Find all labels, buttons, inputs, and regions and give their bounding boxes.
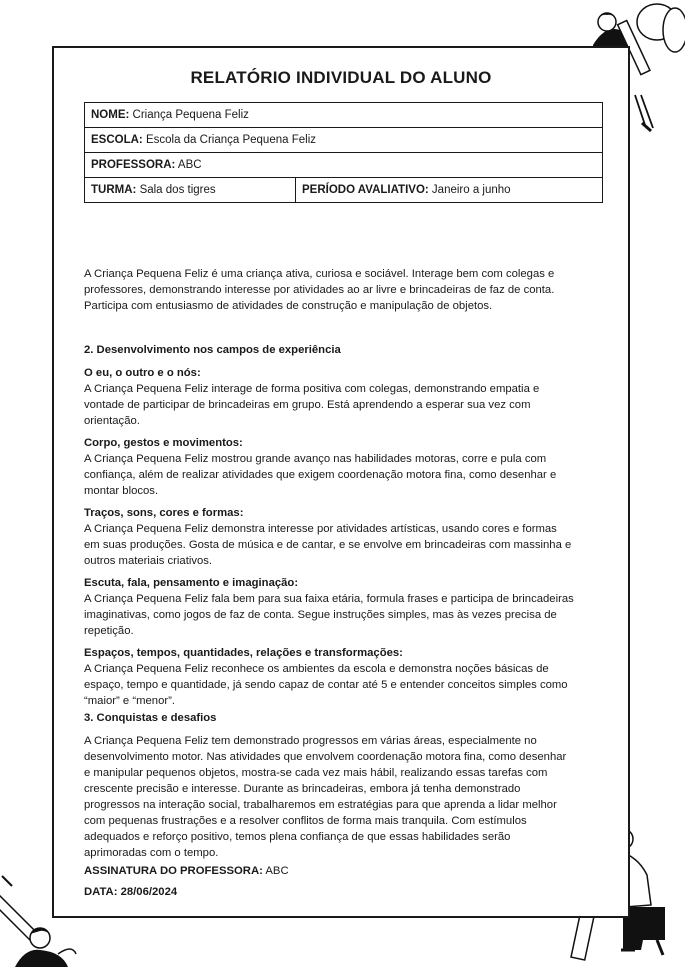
school-value: Escola da Criança Pequena Feliz — [145, 134, 316, 146]
name-row — [85, 103, 603, 128]
field-text: A Criança Pequena Feliz reconhece os ambientes da escola e demonstra noções básicas de espaço, tempo e quantidade, já sendo capaz de contar até 5 e entender conceitos simples como “maior” e “menor”. — [84, 663, 568, 707]
report-title: RELATÓRIO INDIVIDUAL DO ALUNO — [190, 68, 492, 87]
class-value: Sala dos tigres — [139, 184, 216, 196]
class-period-row — [85, 178, 603, 203]
achievements-heading: 3. Conquistas e desafios — [84, 712, 217, 724]
field-block — [84, 505, 574, 569]
development-heading: 2. Desenvolvimento nos campos de experiência — [84, 344, 341, 356]
signature-value: ABC — [265, 865, 289, 877]
field-block — [84, 645, 574, 709]
field-text: A Criança Pequena Feliz interage de forma positiva com colegas, demonstrando empatia e vontade de participar de brincadeiras em grupo. Está aprendendo a esperar sua vez com orientação. — [84, 383, 540, 427]
name-value: Criança Pequena Feliz — [132, 109, 249, 121]
signature-section — [84, 863, 574, 900]
field-title: Espaços, tempos, quantidades, relações e transformações: — [84, 647, 403, 659]
period-value: Janeiro a junho — [431, 184, 511, 196]
teacher-row — [85, 153, 603, 178]
report-sheet — [52, 46, 630, 918]
intro-section — [84, 266, 574, 314]
field-title: Traços, sons, cores e formas: — [84, 507, 244, 519]
field-text: A Criança Pequena Feliz demonstra interesse por atividades artísticas, usando cores e formas em suas produções. Gosta de música e de cantar, e se envolve em brincadeiras com massinha e outros materiais criativos. — [84, 523, 572, 567]
field-title: O eu, o outro e o nós: — [84, 367, 201, 379]
field-title: Escuta, fala, pensamento e imaginação: — [84, 577, 299, 589]
development-section — [84, 342, 574, 715]
field-text: A Criança Pequena Feliz mostrou grande avanço nas habilidades motoras, corre e pula com confiança, além de realizar atividades que exigem coordenação motora fina, como desenhar e montar blocos. — [84, 453, 557, 497]
field-block — [84, 575, 574, 639]
name-label: NOME: — [91, 109, 130, 121]
field-text: A Criança Pequena Feliz fala bem para sua faixa etária, formula frases e participa de brincadeiras imaginativas, como jogos de faz de conta. Segue instruções simples, mas às vezes precisa de repetição. — [84, 593, 574, 637]
field-block — [84, 365, 574, 429]
school-row — [85, 128, 603, 153]
teacher-value: ABC — [177, 159, 202, 171]
field-block — [84, 435, 574, 499]
teacher-label: PROFESSORA: — [91, 159, 176, 171]
intro-paragraph: A Criança Pequena Feliz é uma criança ativa, curiosa e sociável. Interage bem com colegas e professores, demonstrando interesse por atividades ao ar livre e brincadeiras de faz de conta. Participa com entusiasmo de atividades de construção e manipulação de objetos. — [84, 268, 555, 312]
period-label: PERÍODO AVALIATIVO: — [302, 184, 429, 196]
school-label: ESCOLA: — [91, 134, 143, 146]
achievements-section — [84, 710, 574, 861]
signature-label: ASSINATURA DO PROFESSORA: — [84, 865, 263, 877]
student-info-table — [84, 102, 603, 203]
date-line: DATA: 28/06/2024 — [84, 886, 178, 898]
field-title: Corpo, gestos e movimentos: — [84, 437, 243, 449]
achievements-text: A Criança Pequena Feliz tem demonstrado progressos em várias áreas, especialmente no desenvolvimento motor. Nas atividades que envolvem coordenação motora fina, como desenhar e manipular pequenos objetos, mostra-se cada vez mais hábil, realizando essas tarefas com crescente precisão e interesse. Durante as brincadeiras, embora já tenha demonstrado progressos na interação social, trabalharemos em estratégias para que aprenda a lidar melhor com pequenas frustrações e a resolver conflitos de forma mais tranquila. Com estímulos adequados e reforço positivo, temos plena confiança de que essas habilidades serão aprimoradas com o tempo. — [84, 735, 567, 859]
class-label: TURMA: — [91, 184, 137, 196]
